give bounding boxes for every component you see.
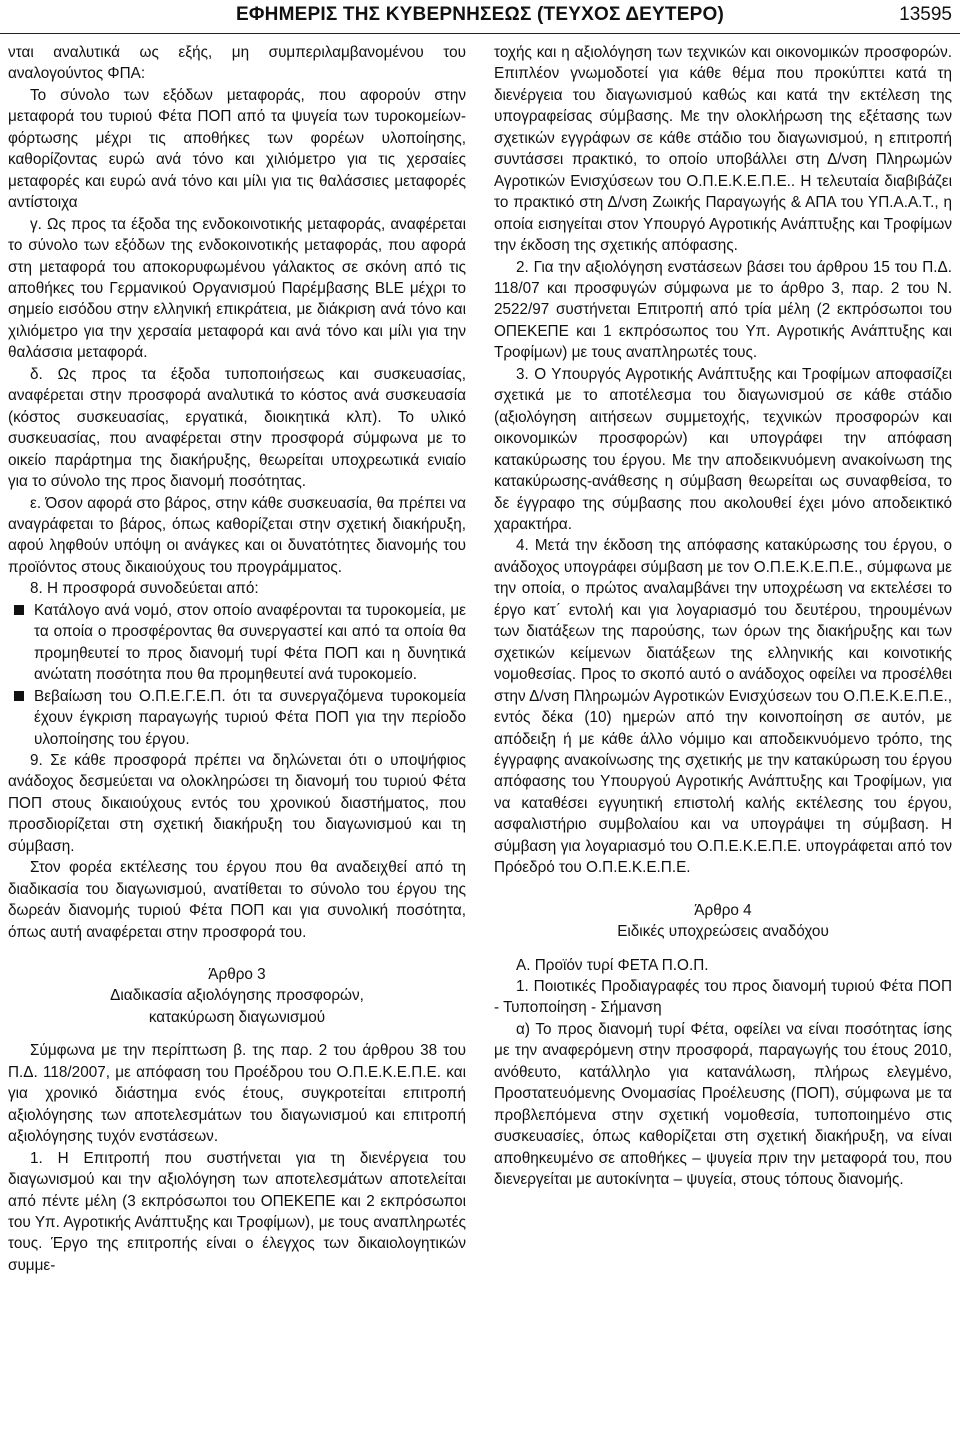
paragraph: τοχής και η αξιολόγηση των τεχνικών και οικονομικών προσφορών. Επιπλέον γνωμοδοτεί για κάθε θέμα που προκύπτει κατά τη διενέργεια του διαγωνισμού καθώς και κατά την εκτέλεση της υπογραφείσας σύμβασης. Με την ολοκλήρωση της εξέτασης των σχετικών εγγράφων σε κάθε στάδιο του διαγωνισμού, η επιτροπή συντάσσει πρακτικό, το οποίο υποβάλλει στη Δ/νση Πληρωμών Αγροτικών Ενισχύσεων του Ο.Π.Ε.Κ.Ε.Π.Ε.. Η τελευταία διαβιβάζει το πρακτικό στη Δ/νση Ζωικής Παραγωγής & ΑΠΑ του ΥΠ.Α.Α.Τ., η οποία εισηγείται στον Υπουργό Αγροτικής Ανάπτυξης και Τροφίμων την έκδοση της σχετικής απόφασης.	[494, 44, 952, 255]
spacer	[494, 943, 952, 955]
paragraph: δ. Ως προς τα έξοδα τυποποιήσεως και συσκευασίας, αναφέρεται στην προσφορά αναλυτικά το κόστος ανά συσκευασία (κόστος συσκευασίας, εργατικά, διοικητικά κλπ). Το υλικό συσκευασίας, που αναφέρεται στην προσφορά σύμφωνα με το οικείο παράρτημα της διακήρυξης, θεωρείται υποχρεωτικά ενιαίο για το σύνολο της προς διανομή ποσότητας.	[8, 365, 466, 491]
page-header	[0, 0, 960, 34]
bullet-item	[8, 600, 466, 686]
section-heading: Α. Προϊόν τυρί ΦΕΤΑ Π.Ο.Π.	[516, 956, 709, 974]
bullet-text: Κατάλογο ανά νομό, στον οποίο αναφέρονται τα τυροκομεία, με τα οποία ο προσφέροντας θα συνεργαστεί και από τα οποία θα προμηθευτεί το προς διανομή τυρί Φέτα ΠΟΠ και η δυνητικά ανώτατη ποσότητα που θα προμηθευτεί ανά τυροκομείο.	[34, 601, 466, 684]
right-column	[494, 42, 952, 1426]
paragraph: Σύμφωνα με την περίπτωση β. της παρ. 2 του άρθρου 38 του Π.Δ. 118/2007, με απόφαση του Προέδρου του Ο.Π.Ε.Κ.Ε.Π.Ε. και για χρονικό διάστημα ενός έτους, συγκροτείται επιτροπή αξιολόγησης των αποτελεσμάτων του διαγωνισμού και επιτροπή αξιολόγησης τυχόν ενστάσεων.	[8, 1042, 466, 1146]
page-number: 13595	[899, 4, 952, 25]
paragraph: γ. Ως προς τα έξοδα της ενδοκοινοτικής μεταφοράς, αναφέρεται το σύνολο των εξόδων της ενδοκοινοτικής μεταφοράς, που αφορά στη μεταφορά του αποκορυφωμένου γάλακτος σε σκόνη από τις αποθήκες του Γερμανικού Οργανισμού Παρέμβασης BLE μέχρι το σημείο εισόδου στην ελληνική επικράτεια, με διάκριση ανά τόνο και χιλιόμετρο για την χερσαία μεταφορά και ανά τόνο και μίλι για την θαλάσσια μεταφορά.	[8, 215, 466, 362]
paragraph: 1. Η Επιτροπή που συστήνεται για τη διενέργεια του διαγωνισμού και την αξιολόγηση των αποτελεσμάτων αποτελείται από πέντε μέλη (3 εκπρόσωποι του ΟΠΕΚΕΠΕ και 2 εκπρόσωποι του Υπ. Αγροτικής Ανάπτυξης και Τροφίμων), με τους αναπληρωτές τους. Έργο της επιτροπής είναι ο έλεγχος των δικαιολογητικών συμμε-	[8, 1149, 466, 1274]
paragraph: α) Το προς διανομή τυρί Φέτα, οφείλει να είναι ποσότητας ίσης με την αναφερόμενη στην προσφορά, παραγωγής του έτους 2010, ανόθευτο, κατάλληλο για κατανάλωση, πλήρως ελεγμένο, Προστατευόμενης Ονομασίας Προέλευσης (ΠΟΠ), σύμφωνα με τα προβλεπόμενα στην σχετική νομοθεσία, τυποποιημένο στις συσκευασίες, όπως καθορίζεται στη σχετική διακήρυξη, να είναι αποθηκευμένο σε αποθήκες – ψυγεία πριν την μεταφορά του, που διενεργείται με αυτοκίνητα – ψυγεία, στους τόπους διανομής.	[494, 1020, 952, 1189]
paragraph: 4. Μετά την έκδοση της απόφασης κατακύρωσης του έργου, ο ανάδοχος υπογράφει σύμβαση με τον Ο.Π.Ε.Κ.Ε.Π.Ε., σύμφωνα με την οποία, ο πρώτος αναλαμβάνει την υποχρέωση να εκτελέσει το έργο κατ΄ εντολή και για λογαριασμό του δευτέρου, τηρουμένων των διατάξεων της παρούσης, των όρων της διακήρυξης και των σχετικών κείμενων διατάξεων της ελληνικής και κοινοτικής νομοθεσίας. Προς το σκοπό αυτό ο ανάδοχος οφείλει να προσέλθει στην Δ/νση Πληρωμών Αγροτικών Ενισχύσεων του Ο.Π.Ε.Κ.Ε.Π.Ε., εντός δέκα (10) ημερών από την κοινοποίηση σε αυτόν, με απόδειξη ή με κάθε άλλο νόμιμο και αποδεικνυόμενο τρόπο, της έγγραφης ανακοίνωσης της σχετικής με την κατακύρωση του έργου απόφασης του Υπουργού Αγροτικής Ανάπτυξης και Τροφίμων, για να καταθέσει εγγυητική επιστολή καλής εκτέλεσης του έργου, ασφαλιστήριο συμβολαίου και να υπογράψει τη σύμβαση. Η σύμβαση για λογαριασμό του Ο.Π.Ε.Κ.Ε.Π.Ε. υπογράφεται από τον Πρόεδρό του Ο.Π.Ε.Κ.Ε.Π.Ε.	[494, 537, 952, 877]
gazette-title: ΕΦΗΜΕΡΙΣ ΤΗΣ ΚΥΒΕΡΝΗΣΕΩΣ (ΤΕΥΧΟΣ ΔΕΥΤΕΡΟ)	[236, 4, 724, 25]
spacer	[8, 943, 466, 964]
bullet-item	[8, 686, 466, 750]
paragraph: νται αναλυτικά ως εξής, μη συμπεριλαμβανομένου του αναλογούντος ΦΠΑ:	[8, 44, 466, 83]
article-3-subtitle-line-2: κατακύρωση διαγωνισμού	[148, 1008, 326, 1026]
paragraph: ε. Όσον αφορά στο βάρος, στην κάθε συσκευασία, θα πρέπει να αναγράφεται το βάρος, όπως καθορίζεται στην σχετική διακήρυξη, αφού ληφθούν υπόψη οι ανάγκες και οι δυνατότητες διανομής του προϊόντος στους δικαιούχους του προγράμματος.	[8, 494, 466, 576]
article-4-subtitle: Ειδικές υποχρεώσεις αναδόχου	[617, 923, 829, 941]
paragraph: Το σύνολο των εξόδων μεταφοράς, που αφορούν στην μεταφορά του τυριού Φέτα ΠΟΠ από τα ψυγεία των τυροκομείων-φόρτωσης μέχρι τις αποθήκες των φορέων υλοποίησης, καθορίζοντας ευρώ ανά τόνο και χιλιόμετρο για τις χερσαίες μεταφορές και ευρώ ανά τόνο και μίλι για τις θαλάσσιες μεταφορές αντίστοιχα	[8, 86, 466, 212]
paragraph: 3. Ο Υπουργός Αγροτικής Ανάπτυξης και Τροφίμων αποφασίζει σχετικά με το αποτέλεσμα του διαγωνισμού σε κάθε στάδιο (αξιολόγηση αιτήσεων συμμετοχής, τεχνικών προσφορών και οικονομικών προσφορών) και υπογράφει την απόφαση κατακύρωσης του έργου. Με την αποδεικνυόμενη ανακοίνωση της κατακύρωσης-ανάθεσης η σύμβαση θεωρείται ως συναφθείσα, το δε έγγραφο της σύμβασης που ακολουθεί έχει μόνο αποδεικτικό χαρακτήρα.	[494, 365, 952, 533]
header-rule	[0, 33, 960, 34]
left-column	[8, 42, 466, 1426]
paragraph: 9. Σε κάθε προσφορά πρέπει να δηλώνεται ότι ο υποψήφιος ανάδοχος δεσμεύεται να ολοκληρώσει τη διανομή του τυριού Φέτα ΠΟΠ στους δικαιούχους εντός του χρονικού διαστήματος, που προσδιορίζεται στη σχετική διακήρυξη του διαγωνισμού και τη σύμβαση.	[8, 751, 466, 855]
square-bullet-icon	[14, 691, 24, 701]
paragraph: 1. Ποιοτικές Προδιαγραφές του προς διανομή τυριού Φέτα ΠΟΠ - Τυποποίηση - Σήμανση	[494, 978, 952, 1017]
article-4-title: Άρθρο 4	[694, 901, 752, 919]
paragraph: Στον φορέα εκτέλεσης του έργου που θα αναδειχθεί από τη διαδικασία του διαγωνισμού, ανατίθεται το σύνολο του έργου της δωρεάν διανομής τυριού Φέτα ΠΟΠ και για συνολική ποσότητα, όπως αυτή αναφέρεται στην προσφορά του.	[8, 859, 466, 941]
spacer	[8, 1028, 466, 1040]
square-bullet-icon	[14, 605, 24, 615]
bullet-text: Βεβαίωση του Ο.Π.Ε.Γ.Ε.Π. ότι τα συνεργαζόμενα τυροκομεία έχουν έγκριση παραγωγής τυριού Φέτα ΠΟΠ για την περίοδο υλοποίησης του έργου.	[34, 687, 466, 748]
paragraph: 8. Η προσφορά συνοδεύεται από:	[30, 580, 259, 598]
article-3-title: Άρθρο 3	[208, 966, 266, 984]
article-3-subtitle-line-1: Διαδικασία αξιολόγησης προσφορών,	[110, 987, 364, 1005]
spacer	[494, 879, 952, 900]
paragraph: 2. Για την αξιολόγηση ενστάσεων βάσει του άρθρου 15 του Π.Δ. 118/07 και προσφυγών σύμφωνα με το άρθρο 3, παρ. 2 του Ν. 2522/97 συστήνεται Επιτροπή από τρία μέλη (2 εκπρόσωποι του ΟΠΕΚΕΠΕ και 1 εκπρόσωπος του Υπ. Αγροτικής Ανάπτυξης και Τροφίμων) με τους αναπληρωτές τους.	[494, 258, 952, 362]
